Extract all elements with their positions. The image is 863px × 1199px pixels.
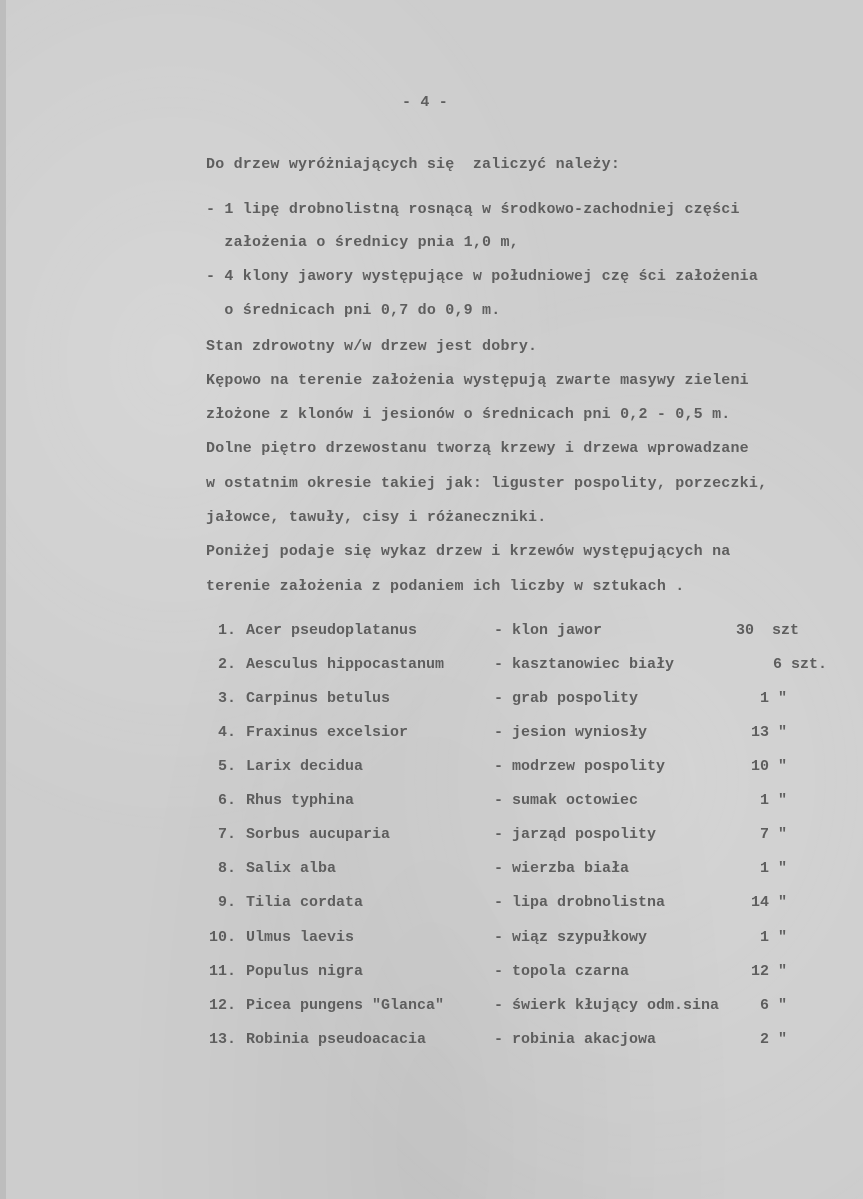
page-number: - 4 - [402,94,449,111]
count: 1 " [759,929,787,946]
count: 6 szt. [772,656,827,673]
count: 1 " [759,860,787,877]
latin-name: Robinia pseudoacacia [246,1031,427,1048]
polish-name: - klon jawor [494,622,603,639]
latin-name: Picea pungens "Glanca" [246,997,445,1014]
list-item [6,962,863,982]
paragraph-line: Dolne piętro drzewostanu tworzą krzewy i drzewa wprowadzane [206,440,749,457]
count: 12 " [750,963,787,980]
list-item [6,723,863,743]
polish-name: - sumak octowiec [494,792,639,809]
polish-name: - jarząd pospolity [494,826,657,843]
latin-name: Acer pseudoplatanus [246,622,418,639]
list-item [6,621,863,641]
count: 1 " [759,690,787,707]
paragraph-line: o średnicach pni 0,7 do 0,9 m. [206,302,501,319]
paragraph-line: jałowce, tawuły, cisy i różaneczniki. [206,509,547,526]
item-number: 7. [217,826,236,843]
list-item [6,928,863,948]
item-number: 12. [208,997,236,1014]
item-number: 10. [208,929,236,946]
item-number: 2. [217,656,236,673]
list-item [6,859,863,879]
list-item [6,655,863,675]
count: 2 " [759,1031,787,1048]
paragraph-line: w ostatnim okresie takiej jak: liguster pospolity, porzeczki, [206,475,768,492]
polish-name: - wiąz szypułkowy [494,929,648,946]
paragraph-line: Stan zdrowotny w/w drzew jest dobry. [206,338,538,355]
item-number: 5. [217,758,236,775]
paragraph-line: Kępowo na terenie założenia występują zwarte masywy zieleni [206,372,749,389]
polish-name: - lipa drobnolistna [494,894,666,911]
latin-name: Tilia cordata [246,894,364,911]
latin-name: Ulmus laevis [246,929,355,946]
latin-name: Carpinus betulus [246,690,391,707]
polish-name: - grab pospolity [494,690,639,707]
latin-name: Fraxinus excelsior [246,724,409,741]
count: 14 " [750,894,787,911]
item-number: 9. [217,894,236,911]
latin-name: Rhus typhina [246,792,355,809]
polish-name: - świerk kłujący odm.sina [494,997,720,1014]
item-number: 13. [208,1031,236,1048]
polish-name: - jesion wyniosły [494,724,648,741]
list-item [6,689,863,709]
latin-name: Sorbus aucuparia [246,826,391,843]
latin-name: Populus nigra [246,963,364,980]
paragraph-line: terenie założenia z podaniem ich liczby w sztukach . [206,578,685,595]
count: 10 " [750,758,787,775]
item-number: 3. [217,690,236,707]
item-number: 11. [208,963,236,980]
polish-name: - topola czarna [494,963,630,980]
polish-name: - kasztanowiec biały [494,656,675,673]
latin-name: Salix alba [246,860,337,877]
count: 6 " [759,997,787,1014]
count: 1 " [759,792,787,809]
polish-name: - wierzba biała [494,860,630,877]
paragraph-line: - 1 lipę drobnolistną rosnącą w środkowo-zachodniej części [206,201,740,218]
latin-name: Aesculus hippocastanum [246,656,445,673]
list-item [6,1030,863,1050]
list-item [6,791,863,811]
paragraph-line: Poniżej podaje się wykaz drzew i krzewów występujących na [206,543,731,560]
polish-name: - robinia akacjowa [494,1031,657,1048]
polish-name: - modrzew pospolity [494,758,666,775]
paragraph-line: Do drzew wyróżniających się zaliczyć należy: [206,156,621,173]
count: 13 " [750,724,787,741]
item-number: 6. [217,792,236,809]
list-item [6,757,863,777]
list-item [6,893,863,913]
count: 7 " [759,826,787,843]
paragraph-line: założenia o średnicy pnia 1,0 m, [206,234,519,251]
count: 30 szt [735,622,799,639]
list-item [6,825,863,845]
paragraph-line: złożone z klonów i jesionów o średnicach pni 0,2 - 0,5 m. [206,406,731,423]
latin-name: Larix decidua [246,758,364,775]
item-number: 1. [217,622,236,639]
list-item [6,996,863,1016]
item-number: 4. [217,724,236,741]
item-number: 8. [217,860,236,877]
paragraph-line: - 4 klony jawory występujące w południowej czę ści założenia [206,268,759,285]
